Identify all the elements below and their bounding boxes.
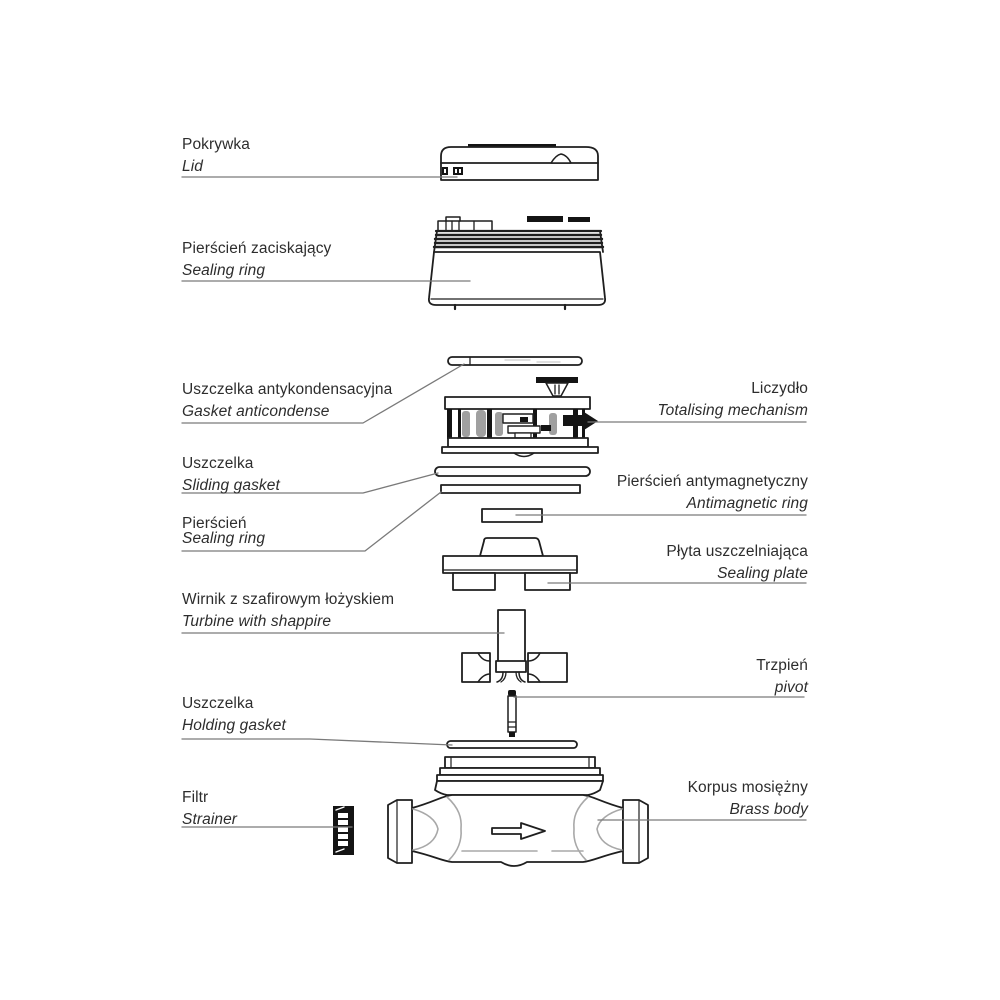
label-clamp-ring (182, 238, 331, 282)
label-pivot-pl: Trzpień (756, 657, 808, 674)
strainer-drawing (333, 806, 354, 855)
sliding-gasket-drawing (435, 467, 590, 476)
label-strainer-en: Strainer (182, 811, 238, 828)
label-pivot (756, 655, 808, 699)
label-clamp-ring-en: Sealing ring (182, 262, 266, 279)
label-turbine-en: Turbine with shappire (182, 613, 332, 630)
label-totaliser (658, 378, 808, 422)
label-holding-gasket (182, 693, 286, 737)
brass-body-drawing (388, 757, 648, 866)
label-anticondense-gasket-en: Gasket anticondense (182, 403, 330, 420)
lid-drawing (441, 144, 598, 180)
label-sliding-gasket (182, 453, 280, 497)
totaliser-drawing (442, 377, 598, 457)
label-strainer (182, 787, 237, 831)
label-antimagnetic-ring-en: Antimagnetic ring (686, 495, 808, 512)
label-pivot-en: pivot (774, 679, 808, 696)
label-strainer-pl: Filtr (182, 789, 209, 806)
label-anticondense-gasket (182, 379, 392, 423)
label-totaliser-en: Totalising mechanism (657, 402, 808, 419)
label-holding-gasket-en: Holding gasket (182, 717, 286, 734)
label-sealing-ring-disc-en: Sealing ring (182, 530, 266, 547)
label-anticondense-gasket-pl: Uszczelka antykondensacyjna (182, 381, 393, 398)
clamp-ring-drawing (429, 216, 605, 309)
label-sliding-gasket-en: Sliding gasket (182, 477, 280, 494)
label-sealing-ring-disc (182, 516, 265, 546)
label-brass-body (688, 777, 808, 821)
label-holding-gasket-pl: Uszczelka (182, 695, 254, 712)
label-lid (182, 134, 250, 178)
label-turbine (182, 589, 394, 633)
anticondense-gasket-drawing (448, 357, 582, 365)
label-antimagnetic-ring-pl: Pierścień antymagnetyczny (616, 473, 808, 490)
label-sealing-plate-en: Sealing plate (717, 565, 808, 582)
label-lid-en: Lid (182, 158, 203, 175)
holding-gasket-drawing (447, 741, 577, 748)
turbine-drawing (462, 610, 567, 682)
label-lid-pl: Pokrywka (182, 136, 250, 153)
label-sealing-plate (666, 541, 808, 585)
sealing-ring-disc-drawing (441, 485, 580, 493)
label-turbine-pl: Wirnik z szafirowym łożyskiem (182, 591, 395, 608)
label-sliding-gasket-pl: Uszczelka (182, 455, 254, 472)
label-totaliser-pl: Liczydło (751, 380, 808, 397)
label-sealing-ring-disc-pl: Pierścień (182, 515, 247, 532)
label-brass-body-pl: Korpus mosiężny (687, 779, 808, 796)
label-brass-body-en: Brass body (729, 801, 808, 818)
sealing-plate-drawing (443, 538, 577, 590)
label-clamp-ring-pl: Pierścień zaciskający (182, 240, 332, 257)
label-sealing-plate-pl: Płyta uszczelniająca (666, 543, 808, 560)
label-antimagnetic-ring (617, 471, 808, 515)
